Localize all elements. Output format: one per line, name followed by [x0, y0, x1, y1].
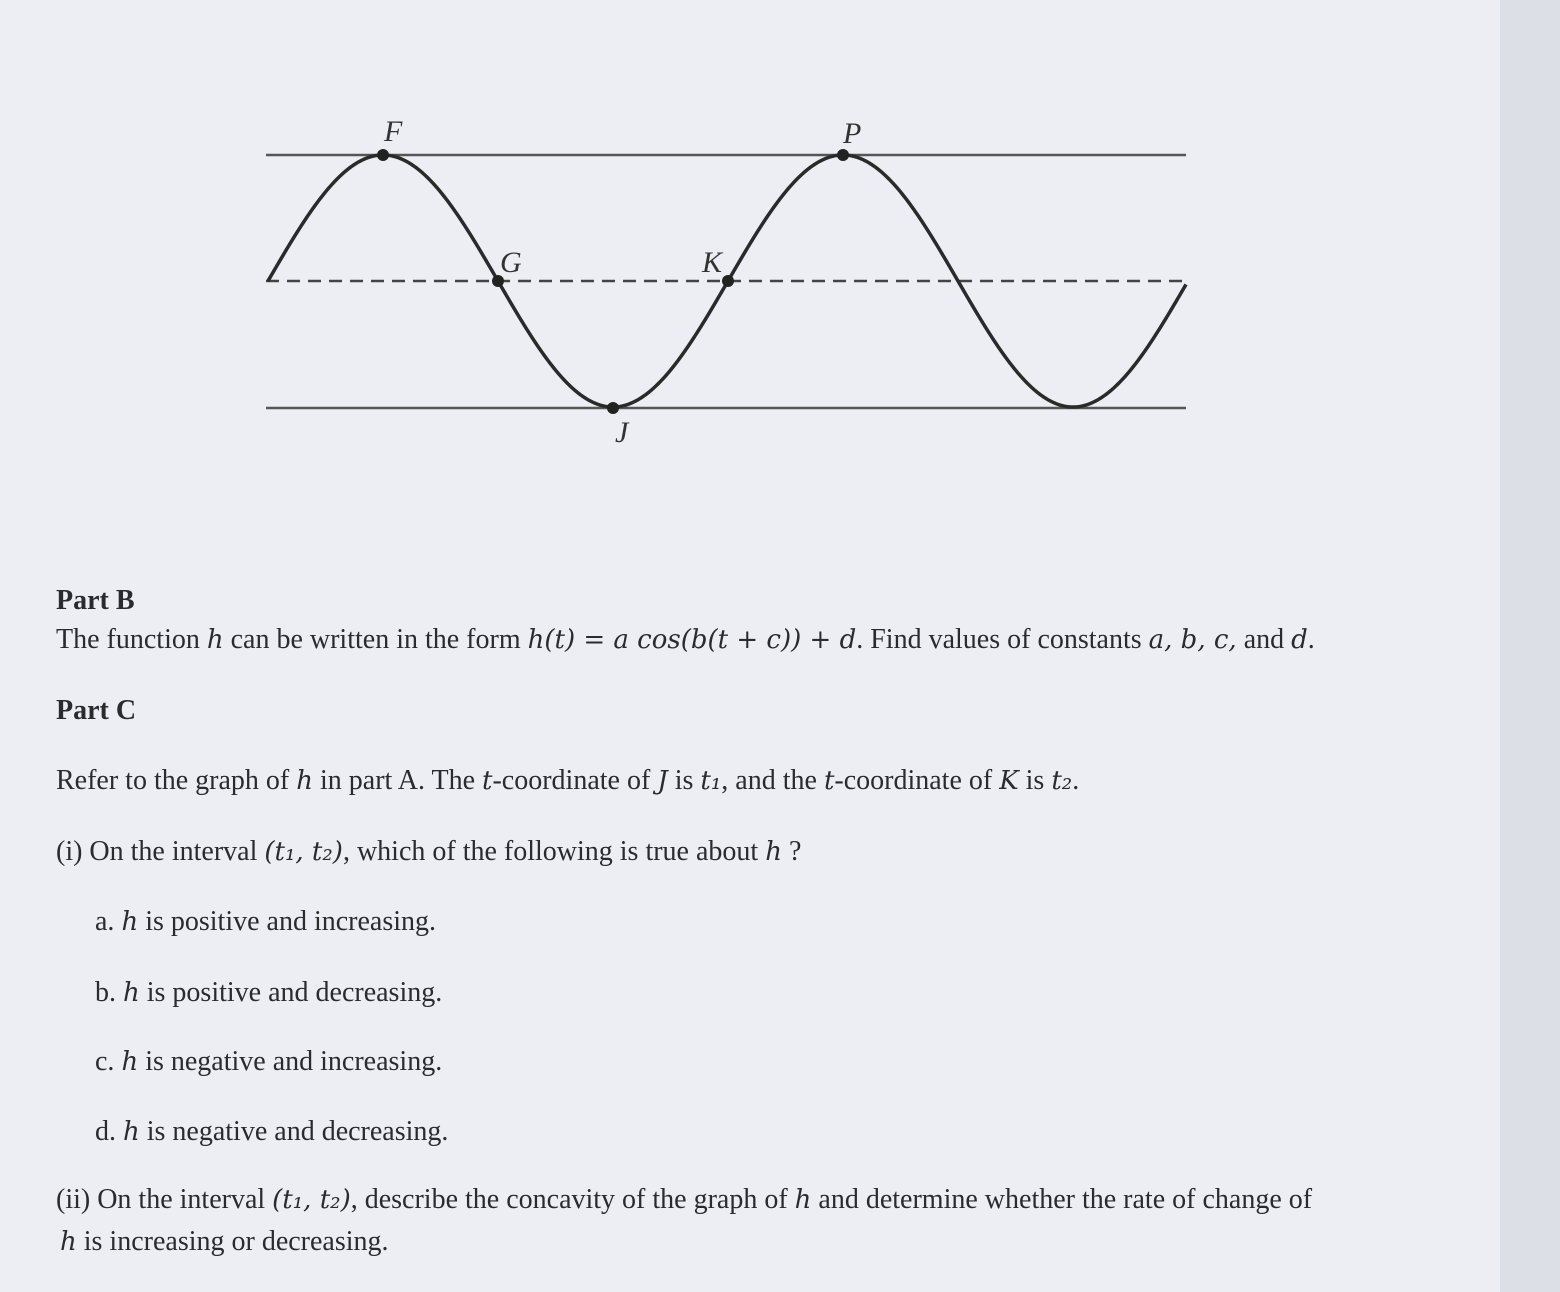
point-J	[607, 402, 619, 414]
formula: h(t) = a cos(b(t + c)) + d	[527, 625, 857, 655]
option-letter: c.	[95, 1046, 115, 1077]
math-interval: (t₁, t₂)	[272, 1185, 351, 1215]
part-b-text-3: . Find values of constants	[856, 624, 1149, 655]
math-t1: t₁	[700, 766, 722, 796]
math-h: h	[121, 1047, 139, 1077]
label-J: J	[615, 416, 629, 449]
option-text: is negative and decreasing.	[139, 1116, 449, 1147]
intro-text: .	[1072, 765, 1080, 796]
option-text: is positive and increasing.	[138, 906, 437, 937]
math-t: t	[823, 766, 835, 796]
option-b[interactable]	[95, 974, 442, 1012]
question-text: (i) On the interval	[56, 836, 265, 867]
option-c[interactable]	[95, 1043, 442, 1081]
intro-text: is	[1018, 765, 1052, 796]
intro-text: -coordinate of	[492, 765, 658, 796]
screen-edge	[1500, 0, 1560, 1292]
option-letter: b.	[95, 977, 116, 1008]
intro-text: is	[667, 765, 701, 796]
point-F	[377, 149, 389, 161]
option-a[interactable]	[95, 903, 436, 941]
intro-text: -coordinate of	[834, 765, 1000, 796]
math-h: h	[60, 1227, 77, 1257]
point-K	[722, 275, 734, 287]
question-text: is increasing or decreasing.	[76, 1226, 389, 1257]
math-h: h	[765, 837, 782, 867]
math-constants: a, b, c,	[1148, 625, 1237, 655]
math-K: K	[999, 766, 1019, 796]
question-text: (ii) On the interval	[56, 1184, 273, 1215]
option-text: is negative and increasing.	[138, 1046, 443, 1077]
label-G: G	[500, 246, 522, 279]
math-J: J	[657, 766, 668, 796]
label-F: F	[384, 115, 403, 148]
part-b-text-1: The function	[56, 624, 207, 655]
part-c-intro	[56, 762, 1079, 800]
question-text: ?	[781, 836, 802, 867]
math-t: t	[482, 766, 493, 796]
part-b-text	[56, 621, 1315, 659]
question-text: and determine whether the rate of change of	[811, 1184, 1313, 1215]
option-text: is positive and decreasing.	[139, 977, 443, 1008]
option-d[interactable]	[95, 1113, 448, 1151]
math-h: h	[121, 907, 139, 937]
math-d: d	[1291, 625, 1308, 655]
part-c-heading: Part C	[56, 695, 137, 726]
math-h: h	[123, 978, 140, 1008]
option-letter: d.	[95, 1116, 116, 1147]
option-letter: a.	[95, 906, 115, 937]
label-P: P	[843, 117, 862, 150]
point-P	[837, 149, 849, 161]
math-h: h	[123, 1117, 140, 1147]
intro-text: , and the	[721, 765, 824, 796]
math-t2: t₂	[1051, 766, 1073, 796]
intro-text: Refer to the graph of	[56, 765, 297, 796]
question-ii	[56, 1181, 1312, 1219]
part-b-text-2: can be written in the form	[223, 624, 528, 655]
math-h: h	[206, 625, 224, 655]
part-b-text-5: .	[1307, 624, 1315, 655]
question-text: , describe the concavity of the graph of	[350, 1184, 795, 1215]
question-ii-line2	[60, 1223, 389, 1261]
math-h: h	[794, 1185, 812, 1215]
part-b-heading: Part B	[56, 585, 135, 616]
math-interval: (t₁, t₂)	[264, 837, 343, 867]
sinusoid-graph	[0, 0, 1500, 520]
part-b-text-4: and	[1236, 624, 1292, 655]
question-i	[56, 833, 801, 871]
math-h: h	[296, 766, 313, 796]
label-K: K	[702, 246, 723, 279]
intro-text: in part A. The	[313, 765, 483, 796]
question-text: , which of the following is true about	[342, 836, 766, 867]
